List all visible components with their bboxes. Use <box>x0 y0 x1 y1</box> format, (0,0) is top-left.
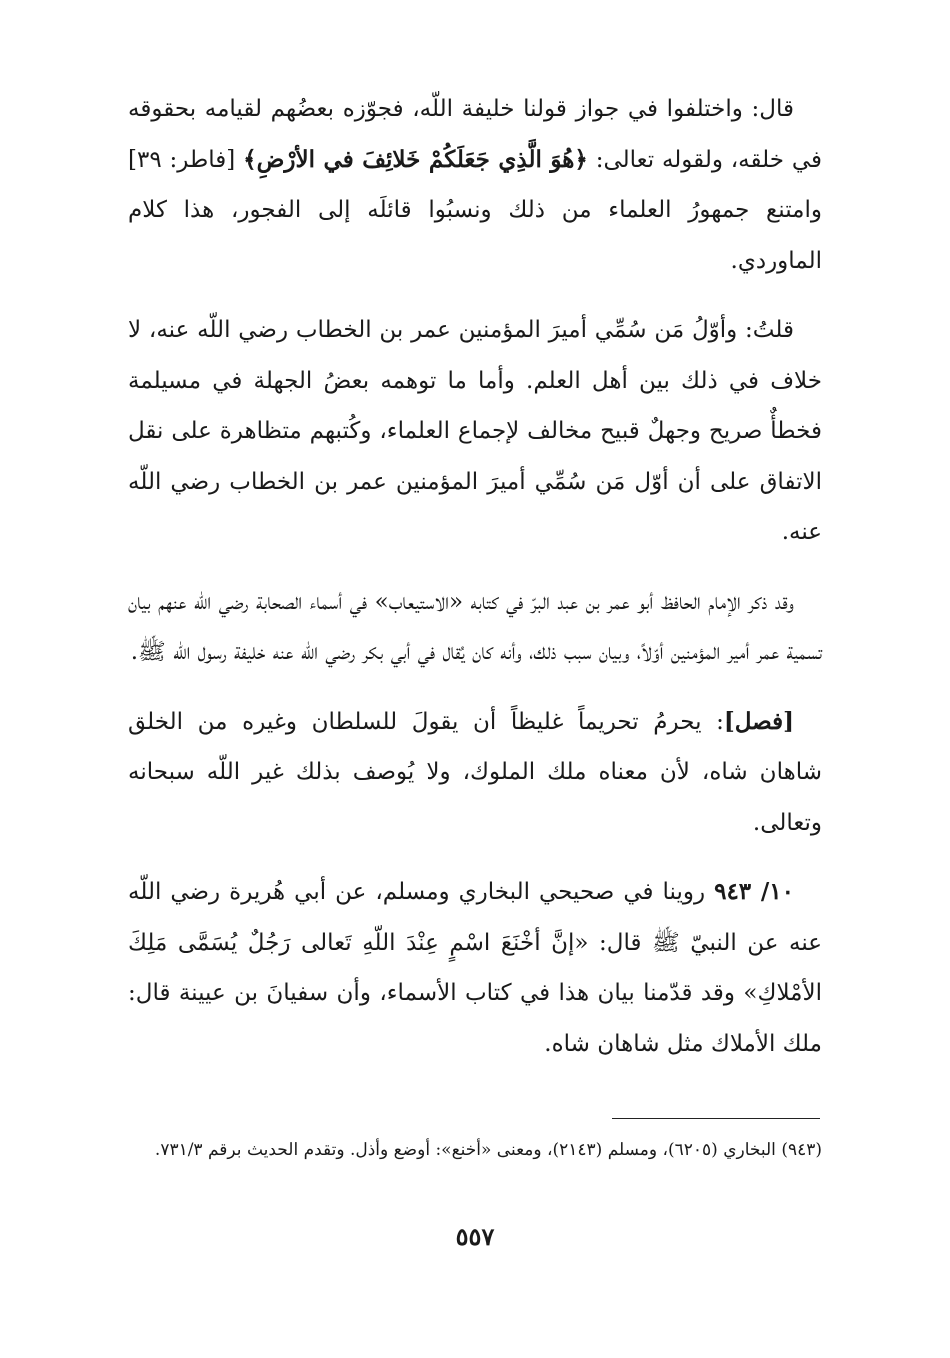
paragraph-mawardi-part-2: [فاطر: ٣٩] وامتنع جمهورُ العلماء من ذلك ونسبُوا قائلَه إلى الفجور، هذا كلام الماوردي. <box>128 146 822 274</box>
paragraph-amir-al-muminin: قلتُ: وأوّلُ مَن سُمِّي أميرَ المؤمنين عمر بن الخطاب رضي اللّه عنه، لا خلاف في ذلك بين أهل العلم. وأما ما توهمه بعضُ الجهلة في مسيلمة فخطأٌ صريح وجهلٌ قبيح مخالف لإجماع العلماء، وكُتبهم متظاهرة على نقل الاتفاق على أن أوّل مَن سُمِّي أميرَ المؤمنين عمر بن الخطاب رضي اللّه عنه. <box>128 317 822 545</box>
footnote-divider <box>612 1118 820 1119</box>
paragraph-istiab: وقد ذكر الإمام الحافظ أبو عمر بن عبد البرّ في كتابه «الاستيعاب» في أسماء الصحابة رضي اللّه عنهم بيان تسمية عمر أمير المؤمنين أوّلاً، وبيان سبب ذلك، وأنه كان يُقال في أبي بكر رضي اللّه عنه خليفة رسول اللّه ﷺ. <box>128 588 822 665</box>
hadith-text: روينا في صحيحي البخاري ومسلم، عن أبي هُريرة رضي اللّه عنه عن النبيّ ﷺ قال: «إنَّ أخْنَعَ اسْمٍ عِنْدَ اللّهِ تَعالى رَجُلٌ يُسَمَّى مَلِكَ الأمْلاكِ» وقد قدّمنا بيان هذا في كتاب الأسماء، وأن سفيانَ بن عيينة قال: ملك الأملاك مثل شاهان شاه. <box>128 879 822 1057</box>
fasl-label: [فصل] <box>723 707 794 735</box>
quran-verse: ﴿هُوَ الَّذِي جَعَلَكُمْ خَلائِفَ في الأرْضِ﴾ <box>243 145 588 173</box>
paragraph-mawardi <box>128 84 822 286</box>
paragraph-fasl <box>128 697 822 849</box>
paragraph-hadith <box>128 867 822 1069</box>
main-text <box>128 84 822 1069</box>
paragraph-mawardi-part-1: قال: واختلفوا في جواز قولنا خليفة اللّه، فجوّزه بعضُهم لقيامه بحقوقه في خلقه، ولقوله تعالى: <box>128 96 822 173</box>
footnote: (٩٤٣) البخاري (٦٢٠٥)، ومسلم (٢١٤٣)، ومعنى «أخنع»: أوضع وأذل. وتقدم الحديث برقم ٧٣١/٣. <box>154 1140 822 1160</box>
fasl-text: : يحرمُ تحريماً غليظاً أن يقولَ للسلطان وغيره من الخلق شاهان شاه، لأن معناه ملك الملوك، ولا يُوصف بذلك غير اللّه سبحانه وتعالى. <box>128 708 822 836</box>
hadith-number: ١٠/ ٩٤٣ <box>714 878 794 905</box>
page-number: ٥٥٧ <box>455 1222 495 1251</box>
